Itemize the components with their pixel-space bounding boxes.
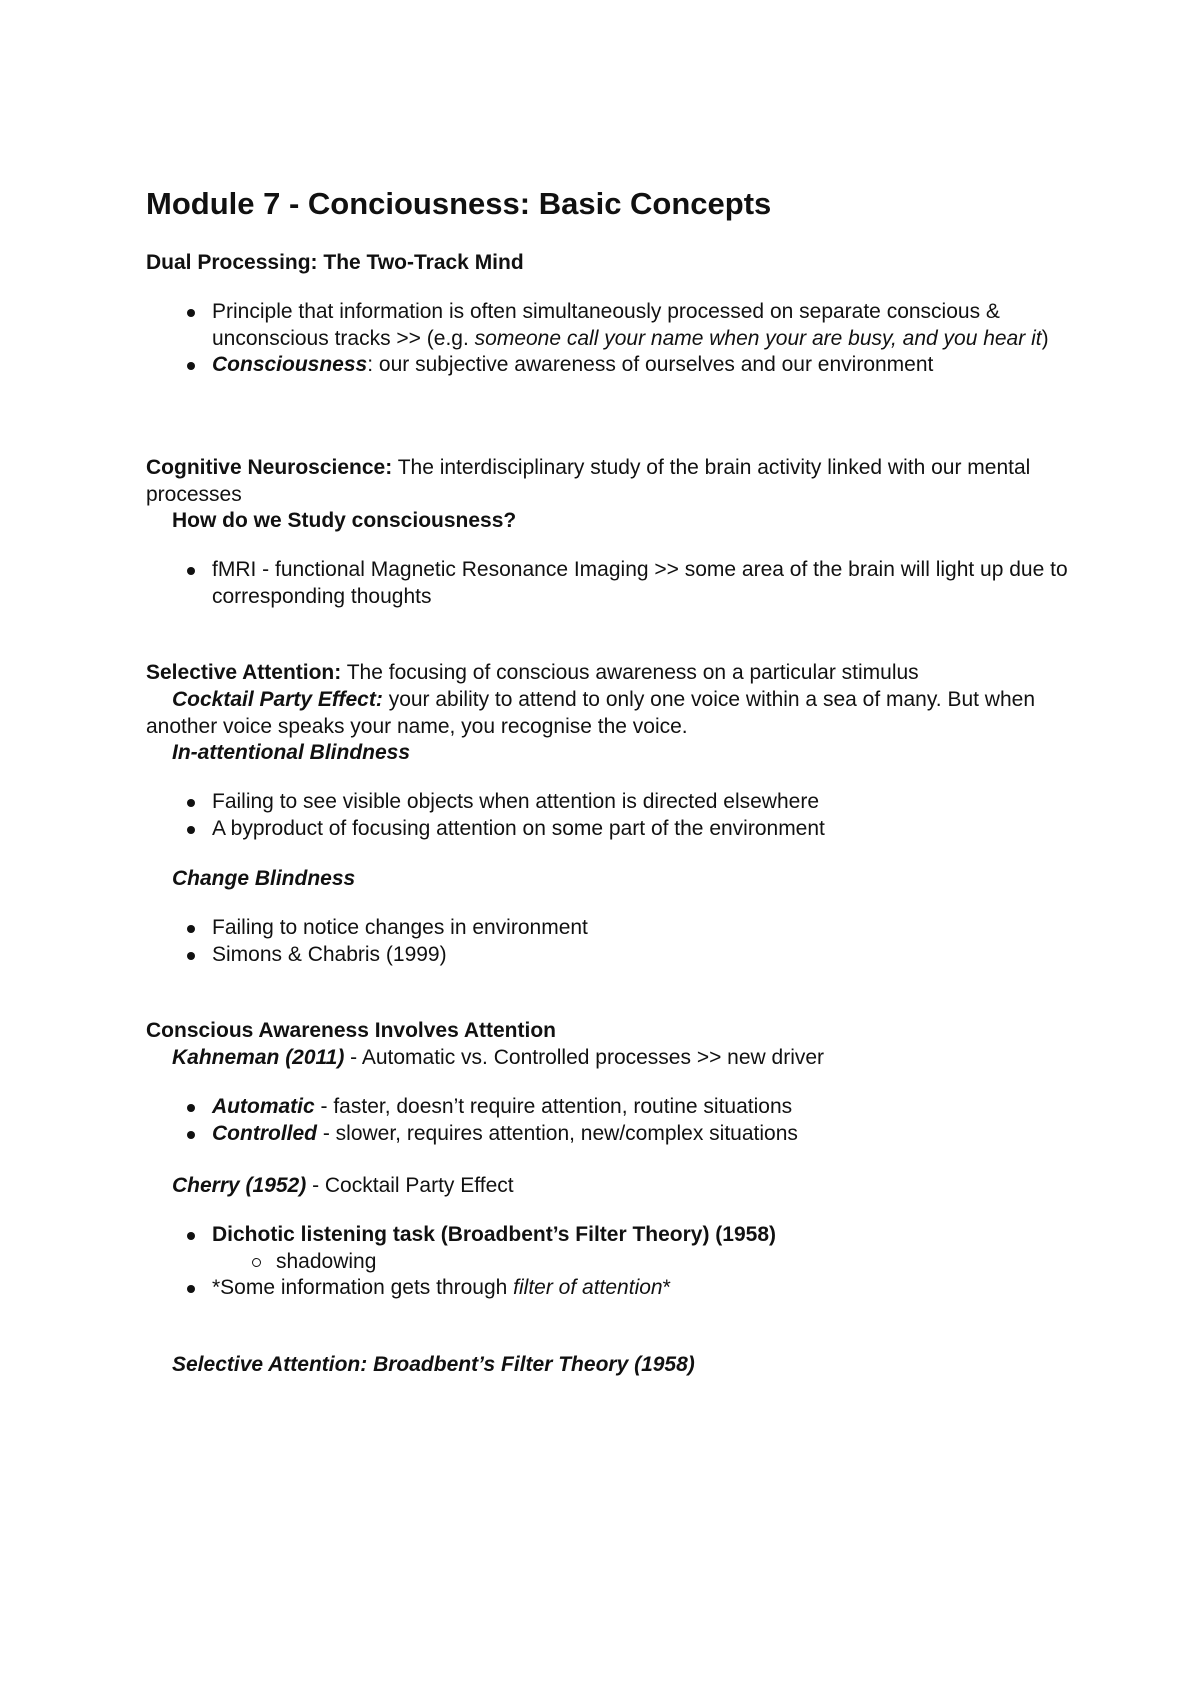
- list-item: fMRI - functional Magnetic Resonance Imaging >> some area of the brain will light up due to corresponding thoughts: [146, 557, 1076, 610]
- inattentional-blindness-heading: In-attentional Blindness: [172, 741, 411, 764]
- change-blindness-heading: Change Blindness: [172, 867, 356, 890]
- list-item: Principle that information is often simultaneously processed on separate conscious & unconscious tracks >> (e.g. someone call your name when your are busy, and you hear it): [146, 299, 1076, 352]
- study-consciousness-heading: How do we Study consciousness?: [172, 509, 517, 532]
- list-item: Failing to see visible objects when attention is directed elsewhere: [146, 789, 1076, 816]
- list-item: Dichotic listening task (Broadbent’s Filter Theory) (1958): [146, 1222, 1076, 1249]
- dichotic-list: [146, 1222, 1076, 1302]
- processes-list: [146, 1094, 1076, 1147]
- sub-list-item: shadowing: [146, 1249, 1076, 1276]
- broadbent-filter-heading: Selective Attention: Broadbent’s Filter Theory (1958): [172, 1353, 695, 1376]
- list-item: A byproduct of focusing attention on some part of the environment: [146, 816, 1076, 843]
- conscious-awareness-heading: Conscious Awareness Involves Attention: [146, 1019, 556, 1042]
- kahneman-line: Kahneman (2011) - Automatic vs. Controlled processes >> new driver: [172, 1046, 825, 1069]
- page-title: Module 7 - Conciousness: Basic Concepts: [146, 186, 772, 221]
- dual-processing-list: [146, 299, 1076, 379]
- inattentional-blindness-list: [146, 789, 1076, 842]
- dual-processing-heading: Dual Processing: The Two-Track Mind: [146, 251, 524, 274]
- list-item: Controlled - slower, requires attention, new/complex situations: [146, 1121, 1076, 1148]
- list-item: Simons & Chabris (1999): [146, 942, 1076, 969]
- cognitive-neuroscience-definition: Cognitive Neuroscience: The interdisciplinary study of the brain activity linked with our mental processes: [146, 456, 1031, 506]
- cherry-line: Cherry (1952) - Cocktail Party Effect: [172, 1174, 514, 1197]
- list-item: Failing to notice changes in environment: [146, 915, 1076, 942]
- list-item: Consciousness: our subjective awareness of ourselves and our environment: [146, 352, 1076, 379]
- study-methods-list: [146, 557, 1076, 610]
- list-item: *Some information gets through filter of attention*: [146, 1275, 1076, 1302]
- change-blindness-list: [146, 915, 1076, 968]
- list-item: Automatic - faster, doesn’t require attention, routine situations: [146, 1094, 1076, 1121]
- selective-attention-definition: Selective Attention: The focusing of conscious awareness on a particular stimulus: [146, 661, 919, 684]
- cocktail-party-effect: Cocktail Party Effect: your ability to attend to only one voice within a sea of many. But when another voice speaks your name, you recognise the voice.: [146, 688, 1036, 738]
